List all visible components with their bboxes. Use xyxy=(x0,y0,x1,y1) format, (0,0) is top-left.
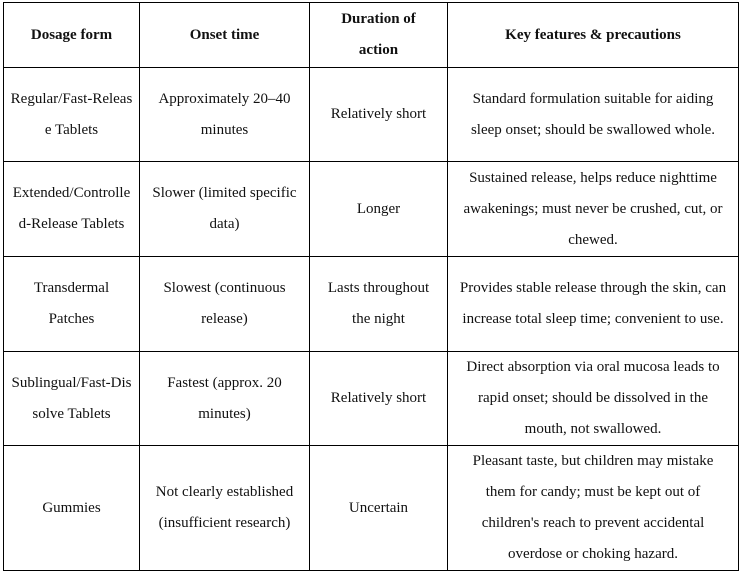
header-onset-time: Onset time xyxy=(140,3,310,68)
header-duration-of-action: Duration of action xyxy=(310,3,448,68)
cell-duration: Relatively short xyxy=(310,68,448,162)
cell-key-features: Sustained release, helps reduce nighttime awakenings; must never be crushed, cut, or chewed. xyxy=(448,162,739,257)
table-row xyxy=(4,257,739,352)
cell-duration: Relatively short xyxy=(310,352,448,446)
dosage-form-table xyxy=(3,2,739,571)
header-dosage-form: Dosage form xyxy=(4,3,140,68)
table-row xyxy=(4,68,739,162)
cell-key-features: Provides stable release through the skin, can increase total sleep time; convenient to use. xyxy=(448,257,739,352)
header-key-features: Key features & precautions xyxy=(448,3,739,68)
cell-dosage-form: Extended/Controlled-Release Tablets xyxy=(4,162,140,257)
cell-key-features: Direct absorption via oral mucosa leads to rapid onset; should be dissolved in the mouth, not swallowed. xyxy=(448,352,739,446)
cell-key-features: Standard formulation suitable for aiding sleep onset; should be swallowed whole. xyxy=(448,68,739,162)
table-header-row xyxy=(4,3,739,68)
cell-duration: Longer xyxy=(310,162,448,257)
table-row xyxy=(4,162,739,257)
cell-onset-time: Approximately 20–40 minutes xyxy=(140,68,310,162)
cell-onset-time: Fastest (approx. 20 minutes) xyxy=(140,352,310,446)
table-row xyxy=(4,446,739,571)
cell-dosage-form: Regular/Fast-Release Tablets xyxy=(4,68,140,162)
table-row xyxy=(4,352,739,446)
cell-onset-time: Not clearly established (insufficient research) xyxy=(140,446,310,571)
cell-dosage-form: Transdermal Patches xyxy=(4,257,140,352)
cell-dosage-form: Sublingual/Fast-Dissolve Tablets xyxy=(4,352,140,446)
cell-duration: Uncertain xyxy=(310,446,448,571)
dosage-form-table-container xyxy=(3,2,739,571)
cell-key-features: Pleasant taste, but children may mistake them for candy; must be kept out of children's reach to prevent accidental overdose or choking hazard. xyxy=(448,446,739,571)
cell-onset-time: Slowest (continuous release) xyxy=(140,257,310,352)
cell-onset-time: Slower (limited specific data) xyxy=(140,162,310,257)
cell-dosage-form: Gummies xyxy=(4,446,140,571)
cell-duration: Lasts throughout the night xyxy=(310,257,448,352)
